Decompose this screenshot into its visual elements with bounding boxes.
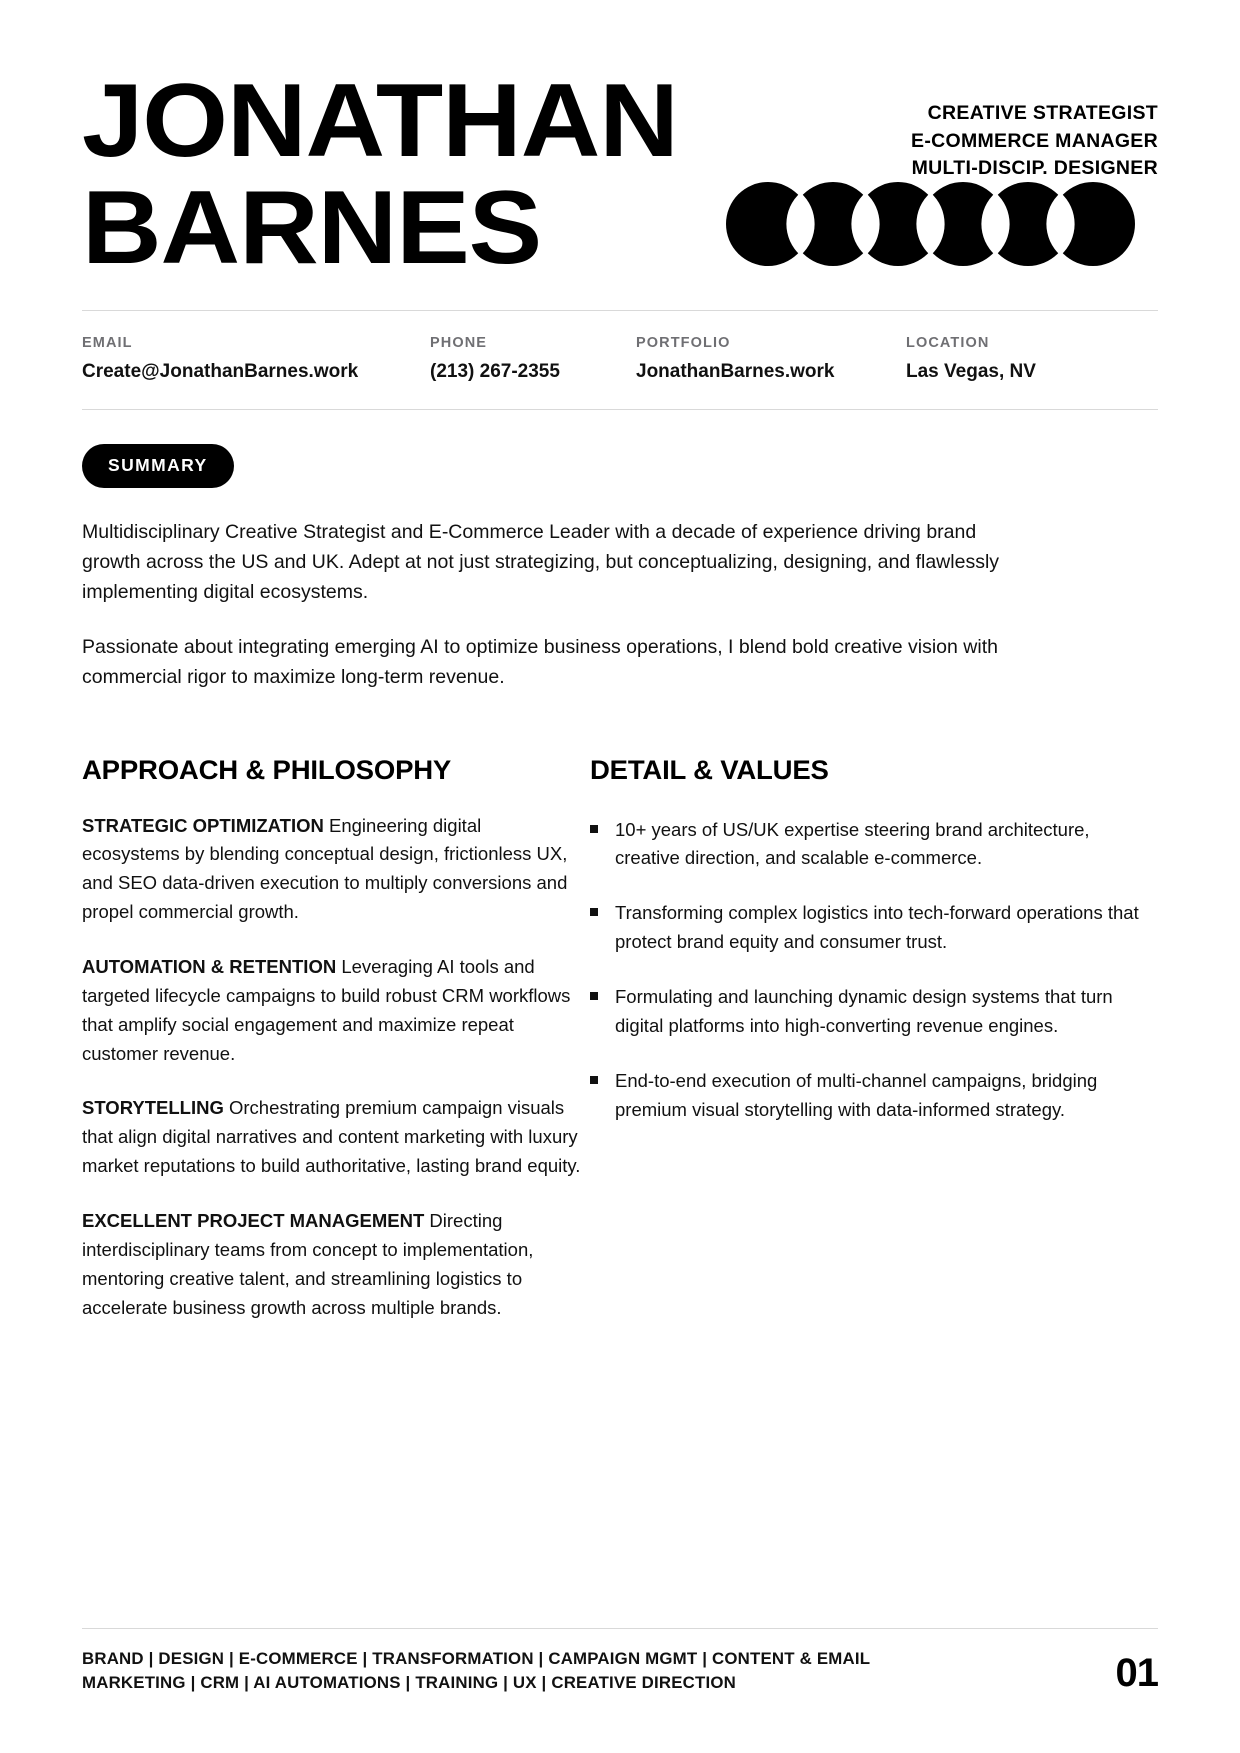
name-and-tagline-row [82,63,1158,183]
contact-value-email[interactable]: Create@JonathanBarnes.work [82,361,359,383]
list-item [590,983,1158,1041]
skills-list: BRAND | DESIGN | E-COMMERCE | TRANSFORMATION | CAMPAIGN MGMT | CONTENT & EMAIL MARKETING | CRM | AI AUTOMATIONS | TRAINING | UX | CREATIVE DIRECTION [82,1648,870,1692]
approach-entry-lead: AUTOMATION & RETENTION [82,955,337,977]
approach-entry [82,1207,582,1322]
approach-entry-lead: EXCELLENT PROJECT MANAGEMENT [82,1210,425,1231]
list-item [590,816,1158,874]
contact-email [82,335,430,383]
square-bullet-icon [590,1076,598,1084]
name-block [82,63,678,179]
approach-entry-text: Orchestrating premium campaign visuals that align digital narratives and content marketing with luxury market reputations to build authoritative, lasting brand equity. [82,1097,581,1177]
contact-portfolio [636,335,906,383]
approach-entry-lead: STORYTELLING [82,1097,224,1119]
list-item-text: End-to-end execution of multi-channel campaigns, bridging premium visual storytelling with data-informed strategy. [615,1069,1098,1120]
contact-label-email: EMAIL [82,335,133,352]
tagline-line-1: CREATIVE STRATEGIST [927,102,1158,124]
approach-entry-text: Engineering digital ecosystems by blending conceptual design, frictionless UX, and SEO data-driven execution to multiply conversions and propel commercial growth. [82,814,568,923]
tagline-line-3: MULTI-DISCIP. DESIGNER [911,157,1158,180]
approach-heading: APPROACH & PHILOSOPHY [82,754,452,785]
contact-row [82,311,1158,383]
summary-paragraph-2: Passionate about integrating emerging AI to optimize business operations, I blend bold creative vision with commercial rigor to maximize long-term revenue. [82,636,998,688]
summary-paragraph-1: Multidisciplinary Creative Strategist and E-Commerce Leader with a decade of experience driving brand growth across the US and UK. Adept at not just strategizing, but conceptualizing, designing, and flawlessly implementing digital ecosystems. [82,521,1000,603]
summary-badge: SUMMARY [82,444,234,488]
divider-contact-bottom [82,409,1158,410]
contact-label-portfolio: PORTFOLIO [636,335,731,352]
list-item [590,899,1158,957]
detail-heading: DETAIL & VALUES [590,754,829,785]
first-name: JONATHAN [82,63,678,179]
last-name: BARNES [82,170,542,287]
detail-column [582,755,1158,1323]
summary-body [82,518,1158,692]
contact-label-location: LOCATION [906,335,990,352]
list-item [590,1067,1158,1125]
approach-column [82,755,582,1323]
list-item-text: Transforming complex logistics into tech-forward operations that protect brand equity and consumer trust. [615,902,1139,953]
approach-entry-text: Directing interdisciplinary teams from concept to implementation, mentoring creative talent, and streamlining logistics to accelerate business growth across multiple brands. [82,1210,534,1318]
footer [82,1628,1158,1695]
contact-phone [430,335,636,383]
square-bullet-icon [590,825,598,833]
list-item-text: 10+ years of US/UK expertise steering brand architecture, creative direction, and scalable e-commerce. [615,818,1090,869]
overlapping-circles-icon [541,182,1158,266]
last-name-and-decoration-row [82,170,1158,287]
approach-entry-lead: STRATEGIC OPTIMIZATION [82,814,324,836]
content-columns [82,755,1158,1323]
square-bullet-icon [590,992,598,1000]
footer-row [82,1629,1158,1695]
page-number: 01 [1115,1651,1158,1695]
list-item-text: Formulating and launching dynamic design systems that turn digital platforms into high-converting revenue engines. [615,985,1113,1036]
approach-entry [82,1094,582,1181]
approach-entry-text: Leveraging AI tools and targeted lifecycle campaigns to build robust CRM workflows that amplify social engagement and maximize repeat customer revenue. [82,955,571,1064]
detail-bullet-list [590,816,1158,1125]
contact-value-location: Las Vegas, NV [906,361,1036,383]
tagline-line-2: E-COMMERCE MANAGER [911,129,1158,152]
tagline [911,78,1158,183]
contact-value-portfolio[interactable]: JonathanBarnes.work [636,361,835,383]
contact-value-phone[interactable]: (213) 267-2355 [430,361,560,383]
contact-label-phone: PHONE [430,335,488,352]
contact-location [906,335,1036,383]
square-bullet-icon [590,908,598,916]
header [82,0,1158,287]
approach-entry [82,812,582,927]
approach-entry [82,953,582,1068]
